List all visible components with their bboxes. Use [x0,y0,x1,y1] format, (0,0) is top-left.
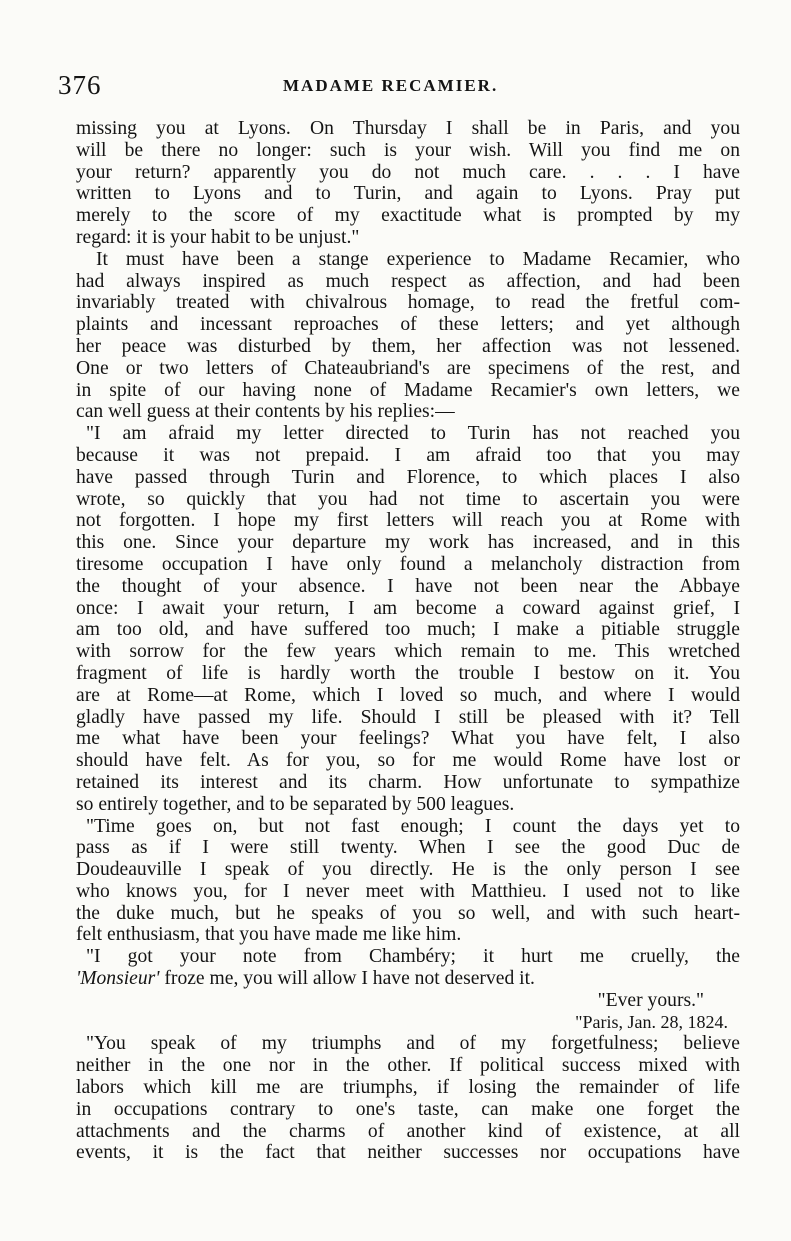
text-line: written to Lyons and to Turin, and again to Lyons. Pray put [76,183,740,205]
text-line: regard: it is your habit to be unjust." [76,226,360,248]
body-text [76,118,740,1164]
text-line: with sorrow for the few years which remain to me. This wretched [76,641,740,663]
paragraph-letter-end [76,118,740,249]
paragraph-narrative [76,249,740,423]
text-line: so entirely together, and to be separated by 500 leagues. [76,793,515,815]
text-line: had always inspired as much respect as affection, and had been [76,270,740,292]
text-line [76,968,740,990]
text-line: am too old, and have suffered too much; I make a pitiable struggle [76,619,740,641]
text-line: can well guess at their contents by his replies:— [76,401,455,423]
text-line: pass as if I were still twenty. When I see the good Duc de [76,837,740,859]
italic-word: 'Monsieur' [76,968,160,990]
text-line: "I got your note from Chambéry; it hurt me cruelly, the [86,946,740,968]
text-line: are at Rome—at Rome, which I loved so much, and where I would [76,684,740,706]
text-line: labors which kill me are triumphs, if losing the remainder of life [76,1077,740,1099]
text-fragment: froze me, you will allow I have not deserved it. [164,968,535,990]
page-header [58,70,738,110]
text-line: invariably treated with chivalrous homage, to read the fretful com- [76,292,740,314]
text-line: the thought of your absence. I have not been near the Abbaye [76,575,740,597]
text-line: gladly have passed my life. Should I still be pleased with it? Tell [76,706,740,728]
paragraph-letter-rome [76,423,740,815]
text-line: not forgotten. I hope my first letters will reach you at Rome with [76,510,740,532]
text-line: felt enthusiasm, that you have made me like him. [76,924,462,946]
text-line: Doudeauville I speak of you directly. He is the only person I see [76,859,740,881]
text-line: retained its interest and its charm. How unfortunate to sympathize [76,771,740,793]
text-line: your return? apparently you do not much care. . . . I have [76,161,740,183]
text-line: once: I await your return, I am become a coward against grief, I [76,597,740,619]
text-line: attachments and the charms of another kind of existence, at all [76,1120,740,1142]
text-line: in occupations contrary to one's taste, can make one forget the [76,1098,740,1120]
text-line: One or two letters of Chateaubriand's are specimens of the rest, and [76,357,740,379]
text-line: merely to the score of my exactitude what is prompted by my [76,205,740,227]
text-line: her peace was disturbed by them, her affection was not lessened. [76,335,740,357]
text-line: "You speak of my triumphs and of my forgetfulness; believe [86,1033,740,1055]
paragraph-triumphs [76,1033,740,1164]
text-line: missing you at Lyons. On Thursday I shall be in Paris, and you [76,118,740,139]
text-line: the duke much, but he speaks of you so well, and with such heart- [76,902,740,924]
text-line: because it was not prepaid. I am afraid too that you may [76,444,740,466]
text-line: this one. Since your departure my work has increased, and in this [76,532,740,554]
text-line: wrote, so quickly that you had not time to ascertain you were [76,488,740,510]
text-line: events, it is the fact that neither successes nor occupations have [76,1142,740,1164]
text-line: have passed through Turin and Florence, to which places I also [76,466,740,488]
page-number: 376 [58,70,102,100]
letter-closing: "Ever yours." [597,989,704,1011]
text-line: tiresome occupation I have only found a melancholy distraction from [76,553,740,575]
letter-dateline: "Paris, Jan. 28, 1824. [575,1011,728,1032]
paragraph-time-goes-on [76,816,740,947]
text-line: me what have been your feelings? What you have felt, I also [76,728,740,750]
text-line: "Time goes on, but not fast enough; I count the days yet to [86,815,740,837]
text-line: in spite of our having none of Madame Recamier's own letters, we [76,379,740,401]
text-line: "I am afraid my letter directed to Turin has not reached you [86,423,740,445]
text-line: plaints and incessant reproaches of these letters; and yet although [76,314,740,336]
text-line: who knows you, for I never meet with Matthieu. I used not to like [76,880,740,902]
text-line: will be there no longer: such is your wish. Will you find me on [76,139,740,161]
text-line: fragment of life is hardly worth the trouble I bestow on it. You [76,662,740,684]
paragraph-chambery-note [76,946,740,990]
text-line: It must have been a stange experience to Madame Recamier, who [96,248,740,270]
text-line: neither in the one nor in the other. If political success mixed with [76,1055,740,1077]
running-title: MADAME RECAMIER. [283,76,499,95]
text-line: should have felt. As for you, so for me would Rome have lost or [76,750,740,772]
